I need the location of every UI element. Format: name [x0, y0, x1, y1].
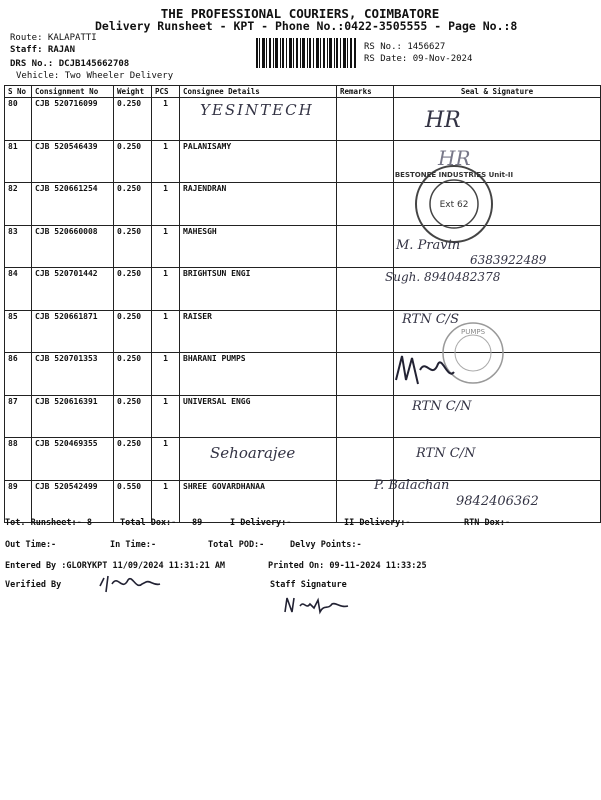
col-weight: Weight: [114, 86, 152, 98]
cell-consignee: BRIGHTSUN ENGI: [180, 268, 337, 311]
handwritten-signature-89: P. Balachan: [374, 478, 450, 493]
total-runsheet: Tot. Runsheet:- 8: [5, 518, 92, 528]
pumps-stamp-text: PUMPS: [460, 328, 486, 336]
drs-label: DRS No.: DCJB145662708: [10, 59, 130, 69]
handwritten-signature-88: RTN C/N: [416, 446, 476, 461]
i-delivery: I Delivery:-: [230, 518, 292, 528]
cell-pcs: 1: [152, 225, 180, 268]
verifier-signature: [96, 572, 164, 596]
cell-consignment: CJB 520660008: [32, 225, 114, 268]
handwritten-signature-86: [392, 350, 462, 390]
cell-consignee: RAISER: [180, 310, 337, 353]
cell-consignee: RAJENDRAN: [180, 183, 337, 226]
printed-on: Printed On: 09-11-2024 11:33:25: [268, 561, 427, 571]
col-remarks: Remarks: [337, 86, 394, 98]
cell-sno: 80: [5, 98, 32, 141]
cell-sno: 87: [5, 395, 32, 438]
handwritten-signature-85: RTN C/S: [402, 312, 459, 327]
cell-remarks: [337, 395, 394, 438]
cell-remarks: [337, 225, 394, 268]
cell-remarks: [337, 140, 394, 183]
cell-pcs: 1: [152, 395, 180, 438]
cell-pcs: 1: [152, 480, 180, 523]
page-title: THE PROFESSIONAL COURIERS, COIMBATORE: [160, 6, 440, 21]
cell-weight: 0.250: [114, 268, 152, 311]
table-row: [5, 353, 601, 396]
cell-weight: 0.250: [114, 98, 152, 141]
route-label: Route: KALAPATTI: [10, 33, 97, 43]
cell-consignment: CJB 520542499: [32, 480, 114, 523]
cell-weight: 0.250: [114, 183, 152, 226]
total-pod: Total POD:-: [208, 540, 265, 550]
entered-by: Entered By :GLORYKPT 11/09/2024 11:31:21 AM: [5, 561, 226, 571]
cell-sno: 83: [5, 225, 32, 268]
table-row: [5, 268, 601, 311]
table-row: [5, 183, 601, 226]
cell-consignment: CJB 520661871: [32, 310, 114, 353]
cell-weight: 0.250: [114, 225, 152, 268]
cell-sno: 84: [5, 268, 32, 311]
cell-consignment: CJB 520701442: [32, 268, 114, 311]
cell-consignee: UNIVERSAL ENGG: [180, 395, 337, 438]
handwritten-consignee-80: YESINTECH: [200, 101, 314, 119]
col-sno: S No: [5, 86, 32, 98]
runsheet-table: [4, 85, 601, 523]
handwritten-consignee-88: Sehoarajee: [210, 444, 296, 462]
col-consignee: Consignee Details: [180, 86, 337, 98]
cell-sno: 82: [5, 183, 32, 226]
rtn-dox: RTN Dox:-: [464, 518, 511, 528]
staff-signature-label: Staff Signature: [270, 580, 347, 590]
out-time: Out Time:-: [5, 540, 57, 550]
cell-weight: 0.250: [114, 140, 152, 183]
table-header-row: [5, 86, 601, 98]
cell-consignment: CJB 520469355: [32, 438, 114, 481]
cell-pcs: 1: [152, 438, 180, 481]
cell-sno: 86: [5, 353, 32, 396]
company-seal-stamp: [394, 163, 514, 245]
table-row: [5, 395, 601, 438]
handwritten-phone-89: 9842406362: [456, 494, 539, 509]
verified-by-label: Verified By: [5, 580, 62, 590]
table-row: [5, 310, 601, 353]
cell-sno: 81: [5, 140, 32, 183]
rs-date: RS Date: 09-Nov-2024: [364, 54, 473, 64]
in-time: In Time:-: [110, 540, 157, 550]
stamp-ring-text: BESTONEE INDUSTRIES Unit-II: [394, 171, 514, 179]
delivery-points: Delvy Points:-: [290, 540, 362, 550]
cell-consignment: CJB 520661254: [32, 183, 114, 226]
cell-remarks: [337, 438, 394, 481]
handwritten-signature-83: M. Pravin: [396, 238, 461, 253]
cell-sno: 85: [5, 310, 32, 353]
cell-sno: 89: [5, 480, 32, 523]
col-signature: Seal & Signature: [394, 86, 601, 98]
cell-pcs: 1: [152, 98, 180, 141]
handwritten-signature-87: RTN C/N: [412, 399, 472, 414]
staff-signature: [282, 594, 354, 616]
cell-pcs: 1: [152, 183, 180, 226]
cell-pcs: 1: [152, 140, 180, 183]
cell-weight: 0.250: [114, 353, 152, 396]
runsheet-subtitle: Delivery Runsheet - KPT - Phone No.:0422-3505555 - Page No.:8: [95, 19, 518, 33]
cell-remarks: [337, 353, 394, 396]
cell-sno: 88: [5, 438, 32, 481]
cell-consignment: CJB 520701353: [32, 353, 114, 396]
cell-pcs: 1: [152, 310, 180, 353]
cell-consignee: SHREE GOVARDHANAA: [180, 480, 337, 523]
cell-consignee: MAHESGH: [180, 225, 337, 268]
rs-number: RS No.: 1456627: [364, 42, 446, 52]
cell-pcs: 1: [152, 353, 180, 396]
ii-delivery: II Delivery:-: [344, 518, 411, 528]
cell-remarks: [337, 183, 394, 226]
barcode-image: [256, 38, 356, 68]
cell-consignee: BHARANI PUMPS: [180, 353, 337, 396]
cell-consignee: PALANISAMY: [180, 140, 337, 183]
total-dox-value: 89: [192, 518, 203, 528]
col-consignment: Consignment No: [32, 86, 114, 98]
cell-weight: 0.250: [114, 438, 152, 481]
table-row: [5, 438, 601, 481]
cell-consignment: CJB 520716099: [32, 98, 114, 141]
col-pcs: PCS: [152, 86, 180, 98]
cell-remarks: [337, 98, 394, 141]
total-dox-label: Total Dox:-: [120, 518, 177, 528]
cell-pcs: 1: [152, 268, 180, 311]
handwritten-signature-81: HR: [438, 146, 471, 170]
cell-remarks: [337, 310, 394, 353]
handwritten-phone-83: 6383922489: [470, 253, 547, 267]
vehicle-label: Vehicle: Two Wheeler Delivery: [16, 71, 174, 81]
handwritten-signature-84: Sugh. 8940482378: [385, 270, 501, 284]
cell-weight: 0.550: [114, 480, 152, 523]
staff-label: Staff: RAJAN: [10, 45, 76, 55]
cell-consignment: CJB 520616391: [32, 395, 114, 438]
cell-consignment: CJB 520546439: [32, 140, 114, 183]
cell-weight: 0.250: [114, 310, 152, 353]
cell-weight: 0.250: [114, 395, 152, 438]
handwritten-signature-80: HR: [425, 108, 461, 133]
stamp-center-text: Ext 62: [439, 200, 469, 210]
